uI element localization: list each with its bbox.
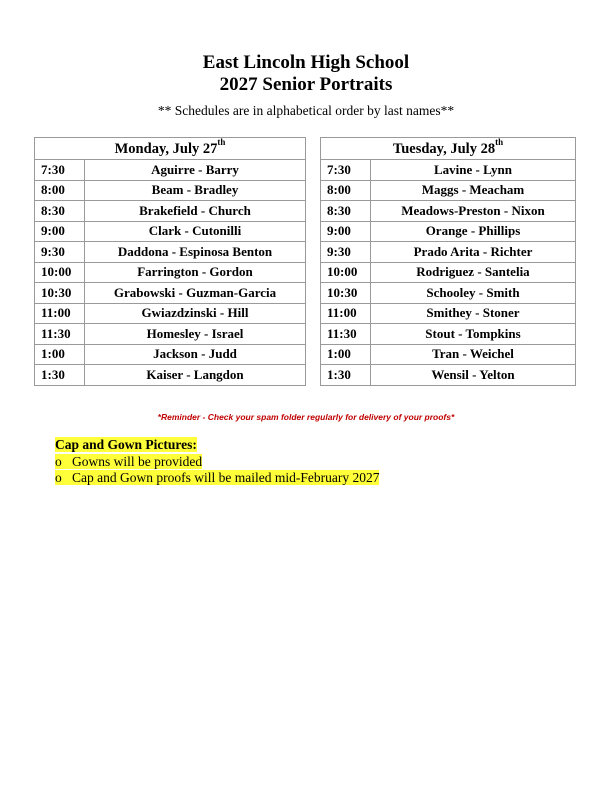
name-range: Wensil - Yelton [371,365,576,386]
tuesday-rows [321,160,576,386]
schedule-row [35,324,306,345]
schedule-row [321,344,576,365]
name-range: Grabowski - Guzman-Garcia [85,283,306,304]
schedule-row [321,180,576,201]
cap-gown-item-text: Cap and Gown proofs will be mailed mid-February 2027 [72,470,380,485]
schedule-row [321,365,576,386]
time-slot: 1:00 [35,344,85,365]
cap-gown-item [55,470,379,487]
time-slot: 9:00 [35,221,85,242]
tuesday-day-suffix: th [495,137,504,148]
time-slot: 1:30 [35,365,85,386]
schedule-row [321,283,576,304]
schedule-row [35,221,306,242]
schedule-row [35,180,306,201]
time-slot: 11:30 [321,324,371,345]
bullet-icon: o [55,453,62,469]
name-range: Stout - Tompkins [371,324,576,345]
schedule-row [321,160,576,181]
cap-gown-section [55,437,379,487]
name-range: Clark - Cutonilli [85,221,306,242]
schedule-row [321,201,576,222]
time-slot: 11:00 [321,303,371,324]
schedule-row [35,365,306,386]
time-slot: 9:30 [35,242,85,263]
schedule-row [35,242,306,263]
name-range: Aguirre - Barry [85,160,306,181]
schedule-row [35,262,306,283]
name-range: Rodriguez - Santelia [371,262,576,283]
schedule-row [35,160,306,181]
name-range: Tran - Weichel [371,344,576,365]
name-range: Jackson - Judd [85,344,306,365]
time-slot: 9:30 [321,242,371,263]
tuesday-day-label: Tuesday, July 28 [392,140,496,157]
name-range: Prado Arita - Richter [371,242,576,263]
name-range: Daddona - Espinosa Benton [85,242,306,263]
time-slot: 11:30 [35,324,85,345]
time-slot: 7:30 [321,160,371,181]
schedule-row [321,221,576,242]
time-slot: 8:30 [321,201,371,222]
name-range: Kaiser - Langdon [85,365,306,386]
schedule-note: ** Schedules are in alphabetical order by last names** [157,103,455,118]
name-range: Gwiazdzinski - Hill [85,303,306,324]
name-range: Beam - Bradley [85,180,306,201]
schedule-row [321,324,576,345]
cap-gown-item-text: Gowns will be provided [72,453,203,469]
time-slot: 10:30 [321,283,371,304]
time-slot: 7:30 [35,160,85,181]
time-slot: 8:00 [35,180,85,201]
name-range: Schooley - Smith [371,283,576,304]
name-range: Meadows-Preston - Nixon [371,201,576,222]
time-slot: 10:00 [321,262,371,283]
time-slot: 9:00 [321,221,371,242]
time-slot: 8:30 [35,201,85,222]
monday-rows [35,160,306,386]
schedule-row [35,344,306,365]
tuesday-header [321,138,576,160]
time-slot: 10:00 [35,262,85,283]
monday-day-label: Monday, July 27 [114,140,218,157]
name-range: Farrington - Gordon [85,262,306,283]
name-range: Brakefield - Church [85,201,306,222]
cap-gown-item [55,454,379,471]
time-slot: 10:30 [35,283,85,304]
bullet-icon: o [55,470,62,485]
name-range: Smithey - Stoner [371,303,576,324]
name-range: Maggs - Meacham [371,180,576,201]
cap-gown-heading: Cap and Gown Pictures: [55,437,197,452]
name-range: Homesley - Israel [85,324,306,345]
time-slot: 11:00 [35,303,85,324]
time-slot: 1:00 [321,344,371,365]
name-range: Lavine - Lynn [371,160,576,181]
schedule-row [35,201,306,222]
spam-reminder: *Reminder - Check your spam folder regularly for delivery of your proofs* [157,412,455,422]
school-name: East Lincoln High School [202,52,410,73]
schedule-row [35,283,306,304]
schedule-row [35,303,306,324]
time-slot: 8:00 [321,180,371,201]
monday-header [35,138,306,160]
schedule-row [321,303,576,324]
schedule-row [321,242,576,263]
schedule-row [321,262,576,283]
monday-schedule-table [34,137,306,386]
monday-day-suffix: th [217,137,226,148]
time-slot: 1:30 [321,365,371,386]
tuesday-schedule-table [320,137,576,386]
page-title: 2027 Senior Portraits [219,74,393,95]
name-range: Orange - Phillips [371,221,576,242]
